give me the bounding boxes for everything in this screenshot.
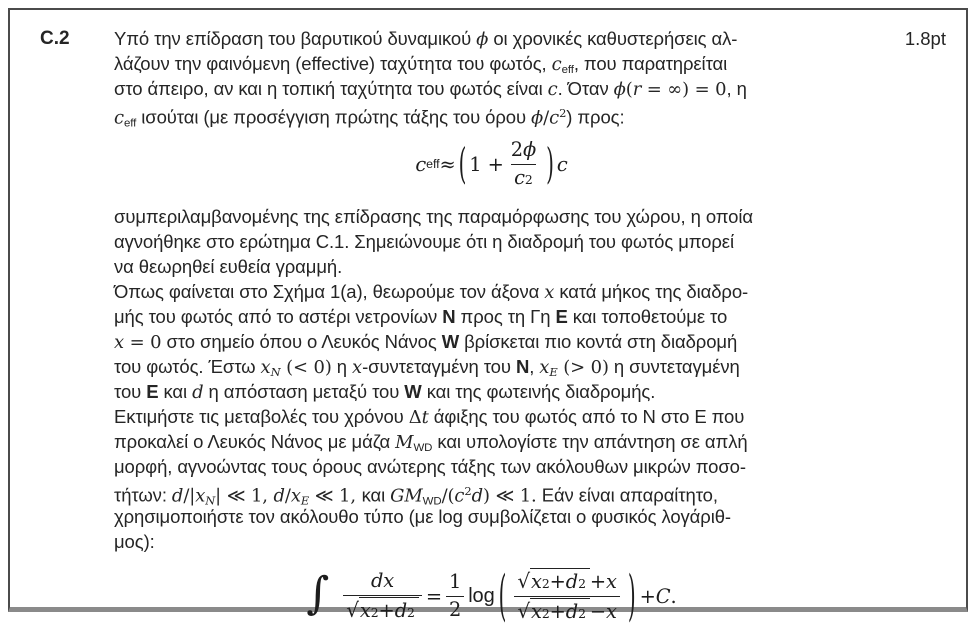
text-run: d: [565, 570, 579, 593]
text-run: 2: [578, 576, 586, 591]
text-run: t: [421, 407, 429, 428]
text-run: Υπό την επίδραση του βαρυτικού δυναμικού: [114, 28, 477, 49]
text-line: [114, 379, 869, 404]
text-run: του φωτός. Έστω: [114, 356, 261, 377]
text-run: +: [549, 570, 566, 593]
text-line: [114, 304, 869, 329]
text-run: M: [395, 432, 414, 453]
text-run: N: [205, 493, 216, 508]
numerator: [514, 568, 620, 596]
text-run: ≈: [439, 152, 456, 176]
text-run: +: [378, 598, 395, 622]
text-run: N: [270, 365, 281, 380]
text-run: x: [606, 599, 617, 623]
text-run: ): [546, 137, 554, 189]
text-line: [114, 204, 869, 229]
text-run: 1: [448, 570, 462, 594]
text-run: τήτων:: [114, 484, 172, 506]
text-line: [114, 329, 869, 354]
text-run: x: [544, 282, 555, 303]
text-line: [114, 229, 869, 254]
text-run: = ∞) = 0: [641, 79, 727, 100]
text-run: να θεωρηθεί ευθεία γραμμή.: [114, 256, 343, 277]
text-line: [114, 479, 869, 508]
text-run: eff: [561, 64, 574, 77]
numerator: [368, 569, 397, 594]
text-run: x: [260, 357, 271, 378]
text-run: WD: [422, 495, 442, 508]
text-run: (> 0): [557, 357, 609, 378]
text-run: E: [300, 493, 310, 508]
text-run: ≪ 1,: [309, 485, 362, 507]
text-run: N: [515, 356, 530, 377]
text-run: . Όταν: [557, 78, 614, 99]
text-run: και της φωτεινής διαδρομής.: [421, 381, 656, 402]
text-run: συμπεριλαμβανομένης της επίδρασης της παραμόρφωσης του χώρου, η οποία: [114, 206, 753, 227]
text-run: άφιξης του φωτός από το N στο E που: [428, 406, 745, 427]
text-run: x: [539, 357, 550, 378]
text-line: [114, 404, 869, 429]
text-line: [114, 254, 869, 279]
text-run: μος):: [114, 531, 155, 552]
text-run: x: [114, 332, 125, 353]
text-run: GM: [390, 485, 423, 507]
text-run: d: [273, 485, 285, 507]
text-run: +: [549, 599, 566, 623]
text-run: και: [361, 484, 391, 506]
text-run: (: [625, 79, 633, 100]
question-row: [10, 10, 966, 625]
text-line: [114, 354, 869, 379]
text-run: και τοποθετούμε το: [567, 306, 728, 327]
text-run: c: [556, 152, 568, 176]
text-run: (: [458, 137, 467, 189]
text-run: 2: [559, 106, 567, 120]
text-run: .: [670, 584, 677, 608]
text-run: dx: [370, 569, 395, 593]
text-run: 2: [370, 604, 379, 620]
text-run: (: [498, 562, 507, 625]
text-run: η: [331, 356, 353, 377]
square-root: [517, 598, 590, 624]
text-run: 2: [510, 138, 523, 162]
text-run: c: [415, 152, 427, 176]
text-run: E: [549, 365, 558, 380]
text-line: [114, 529, 869, 554]
text-run: 2: [448, 597, 462, 621]
text-run: βρίσκεται πιο κοντά στη διαδρομή: [459, 331, 738, 352]
denominator: [514, 596, 620, 625]
text-run: και: [158, 381, 193, 402]
fraction: [446, 570, 464, 622]
text-run: προκαλεί ο Λευκός Νάνος με μάζα: [114, 431, 396, 452]
question-body: [114, 26, 869, 625]
text-run: x: [359, 598, 371, 622]
text-run: η συντεταγμένη: [608, 356, 740, 377]
text-run: 2: [578, 605, 586, 621]
text-run: Όπως φαίνεται στο Σχήμα 1(a), θεωρούμε τον άξονα: [114, 281, 545, 302]
text-run: E: [146, 381, 159, 402]
text-run: του: [114, 381, 147, 402]
text-run: ∫: [306, 568, 330, 619]
fraction: [343, 569, 422, 623]
text-line: [114, 101, 869, 130]
text-run: c: [114, 107, 124, 129]
text-line: [114, 504, 869, 529]
question-label: C.2: [40, 28, 70, 49]
radicand: [530, 598, 590, 624]
text-run: προς τη Γη: [455, 306, 556, 327]
text-run: (< 0): [280, 357, 332, 378]
text-run: ) προς:: [566, 106, 625, 128]
text-run: c: [454, 485, 465, 507]
text-run: μής του φωτός από το αστέρι νετρονίων: [114, 306, 443, 327]
text-run: −: [589, 599, 607, 623]
text-run: ) ≪ 1.: [482, 485, 537, 507]
text-run: Εκτιμήστε τις μεταβολές του χρόνου: [114, 406, 409, 427]
text-run: d: [171, 485, 184, 507]
text-run: στο άπειρο, αν και η τοπική ταχύτητα του φωτός είναι: [114, 78, 548, 99]
text-line: [114, 454, 869, 479]
text-run: αγνοήθηκε στο ερώτημα C.1. Σημειώνουμε ότι η διαδρομή του φωτός μπορεί: [114, 231, 734, 252]
text-run: E: [555, 306, 568, 327]
text-run: c: [549, 107, 560, 129]
text-run: λάζουν την φαινόμενη (effective) ταχύτητα του φωτός,: [114, 53, 552, 74]
text-run: ,: [529, 356, 540, 377]
question-box: [8, 8, 968, 625]
text-run: /: [543, 107, 550, 129]
square-root: [346, 597, 419, 623]
text-run: 2: [541, 605, 550, 621]
text-run: στο σημείο όπου ο Λευκός Νάνος: [161, 331, 442, 352]
text-run: , η: [726, 78, 747, 99]
numerator: [446, 570, 464, 595]
text-line: [114, 51, 869, 76]
text-run: ϕ: [476, 29, 489, 50]
radical-icon: √: [517, 569, 530, 594]
text-run: c: [551, 54, 562, 75]
text-run: /: [284, 485, 291, 507]
text-run: 2: [407, 604, 415, 620]
fraction: [514, 568, 620, 624]
text-run: ): [627, 562, 636, 625]
text-run: μορφή, αγνοώντας τους όρους ανώτερης τάξης των ακόλουθων μικρών ποσο-: [114, 456, 746, 477]
radical-icon: √: [346, 597, 359, 622]
text-run: d: [565, 599, 579, 623]
text-run: C: [655, 584, 671, 608]
numerator: [508, 138, 539, 163]
text-run: d: [192, 382, 204, 403]
text-run: χρησιμοποιήστε τον ακόλουθο τύπο (με log συμβολίζεται ο φυσικός λογάριθ-: [114, 506, 731, 527]
text-run: x: [530, 599, 542, 623]
text-run: ϕ: [531, 107, 544, 129]
text-run: log: [468, 584, 495, 607]
text-run: 2: [524, 171, 533, 187]
text-run: | ≪ 1,: [215, 485, 274, 507]
text-run: d: [471, 485, 483, 507]
denominator: [511, 164, 536, 190]
text-run: W: [404, 381, 422, 402]
text-run: r: [632, 79, 642, 100]
text-line: [114, 429, 869, 454]
text-run: 2: [464, 484, 472, 498]
text-run: οι χρονικές καθυστερήσεις αλ-: [488, 28, 738, 49]
text-run: ισούται (με προσέγγιση πρώτης τάξης του όρου: [136, 106, 532, 128]
text-run: eff: [426, 156, 440, 171]
text-line: [114, 279, 869, 304]
text-run: /|: [183, 485, 196, 507]
denominator: [343, 595, 422, 623]
text-run: x: [352, 357, 363, 378]
text-run: = 0: [124, 332, 162, 353]
square-root: [517, 568, 590, 594]
text-run: η απόσταση μεταξύ του: [203, 381, 405, 402]
text-run: και υπολογίστε την απάντηση σε απλή: [432, 431, 748, 452]
denominator: [446, 596, 464, 622]
radicand: [530, 568, 590, 594]
text-run: x: [606, 570, 617, 594]
text-run: d: [394, 598, 408, 622]
text-run: c: [547, 79, 558, 100]
text-run: , που παρατηρείται: [573, 53, 728, 74]
text-run: N: [442, 306, 456, 327]
fraction: [508, 138, 539, 190]
integral-formula: [114, 564, 869, 625]
text-run: Εάν είναι απαραίτητο,: [536, 484, 718, 506]
text-run: /(: [441, 485, 455, 507]
radicand: [359, 597, 419, 623]
text-run: -συντεταγμένη του: [362, 356, 516, 377]
text-run: Δ: [408, 407, 422, 428]
text-run: ϕ: [523, 138, 537, 162]
text-run: x: [530, 570, 542, 593]
radical-icon: √: [517, 598, 530, 623]
text-run: WD: [413, 442, 433, 455]
text-line: [114, 26, 869, 51]
text-line: [114, 76, 869, 101]
text-run: x: [195, 485, 206, 507]
text-run: x: [290, 485, 301, 507]
effective-speed-formula: [114, 138, 869, 190]
text-run: ϕ: [613, 79, 626, 100]
text-run: 1 +: [469, 152, 504, 176]
points-label: 1.8pt: [904, 28, 946, 49]
text-run: 2: [541, 576, 550, 591]
text-run: +: [639, 584, 656, 608]
text-run: eff: [123, 117, 137, 130]
text-run: κατά μήκος της διαδρο-: [554, 281, 749, 302]
text-run: +: [589, 570, 607, 594]
text-run: =: [425, 584, 442, 608]
text-run: W: [441, 331, 460, 352]
text-run: c: [514, 165, 525, 189]
